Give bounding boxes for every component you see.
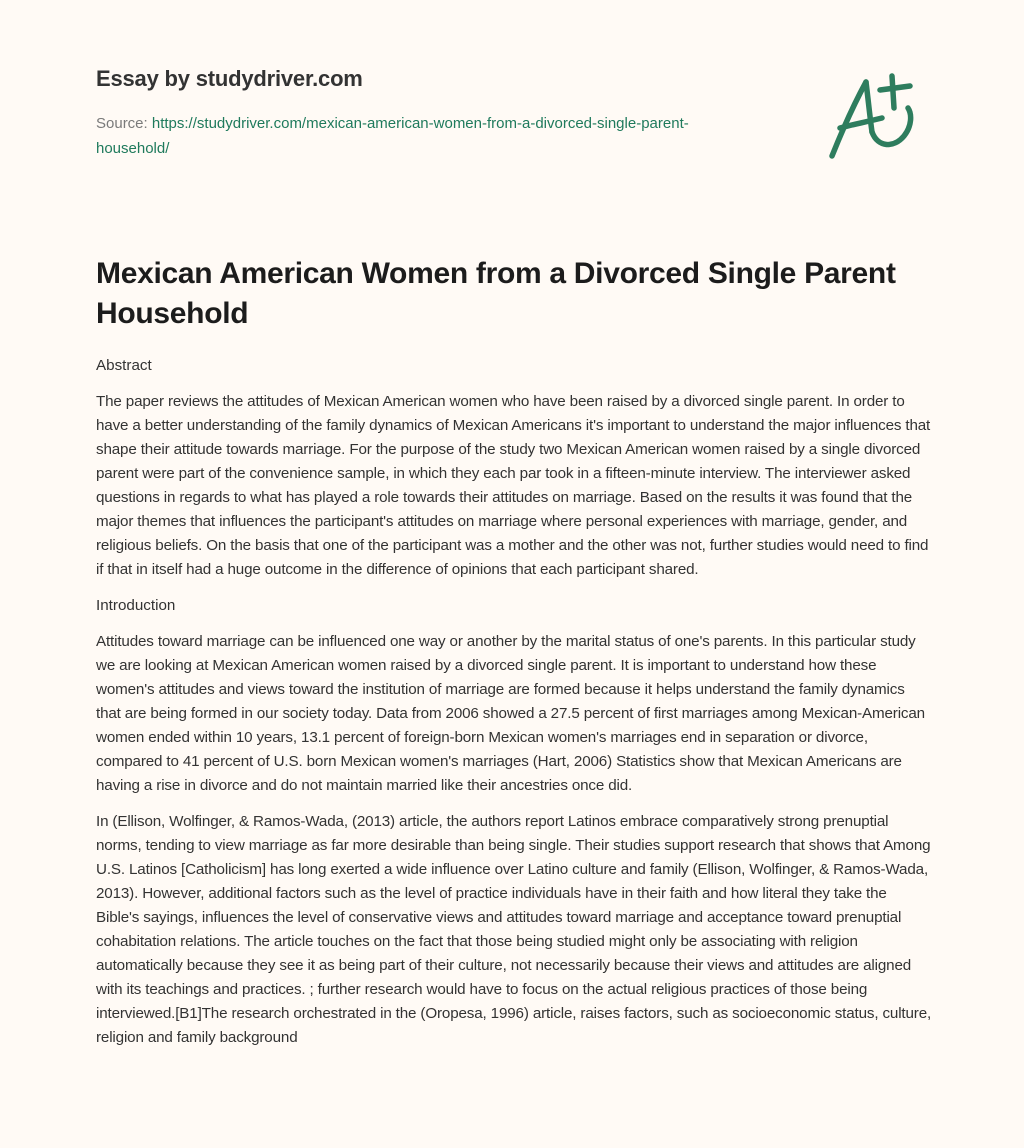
introduction-paragraph-1: Attitudes toward marriage can be influenced one way or another by the marital status of one's parents. In this particular study we are looking at Mexican American women raised by a divorced single parent. It is important to understand how these women's attitudes and views toward the institution of marriage are formed because it helps understand the family dynamics that are being formed in our society today. Data from 2006 showed a 27.5 percent of first marriages among Mexican-American women ended within 10 years, 13.1 percent of foreign-born Mexican women's marriages end in separation or divorce, compared to 41 percent of U.S. born Mexican women's marriages (Hart, 2006) Statistics show that Mexican Americans are having a rise in divorce and do not maintain married like their ancestries once did.: [96, 633, 925, 794]
source-label: Source:: [96, 115, 152, 132]
section-heading-introduction: Introduction: [96, 597, 176, 614]
article-body: [96, 354, 932, 1062]
abstract-paragraph: The paper reviews the attitudes of Mexican American women who have been raised by a divorced single parent. In order to have a better understanding of the family dynamics of Mexican Americans it's important to understand the major influences that shape their attitude towards marriage. For the purpose of the study two Mexican American women raised by a single divorced parent were part of the convenience sample, in which they each par took in a fifteen-minute interview. The interviewer asked questions in regards to what has played a role towards their attitudes on marriage. Based on the results it was found that the major themes that influences the participant's attitudes on marriage where personal experiences with marriage, gender, and religious beliefs. On the basis that one of the participant was a mother and the other was not, further studies would need to find if that in itself had a huge outcome in the difference of opinions that each participant shared.: [96, 393, 931, 578]
source-line: [96, 111, 736, 161]
section-heading-abstract: Abstract: [96, 357, 152, 374]
introduction-paragraph-2: In (Ellison, Wolfinger, & Ramos-Wada, (2013) article, the authors report Latinos embrace comparatively strong prenuptial norms, tending to view marriage as far more desirable than being single. Their studies support research that shows that Among U.S. Latinos [Catholicism] has long exerted a wide influence over Latino culture and family (Ellison, Wolfinger, & Ramos-Wada, 2013). However, additional factors such as the level of practice individuals have in their faith and how literal they take the Bible's sayings, influences the level of conservative views and attitudes toward marriage and acceptance toward prenuptial cohabitation relations. The article touches on the fact that those being studied might only be associating with religion automatically because they see it as being part of their culture, not necessarily because their views and attitudes are aligned with its teachings and practices. ; further research would have to focus on the actual religious practices of those being interviewed.[B1]The research orchestrated in the (Oropesa, 1996) article, raises factors, such as socioeconomic status, culture, religion and family background: [96, 813, 932, 1046]
a-plus-grade-icon: [824, 66, 924, 166]
brand-title: Essay by studydriver.com: [96, 66, 363, 91]
source-link[interactable]: https://studydriver.com/mexican-american-women-from-a-divorced-single-parent-household/: [96, 115, 689, 157]
article-title: Mexican American Women from a Divorced Single Parent Household: [96, 257, 896, 330]
